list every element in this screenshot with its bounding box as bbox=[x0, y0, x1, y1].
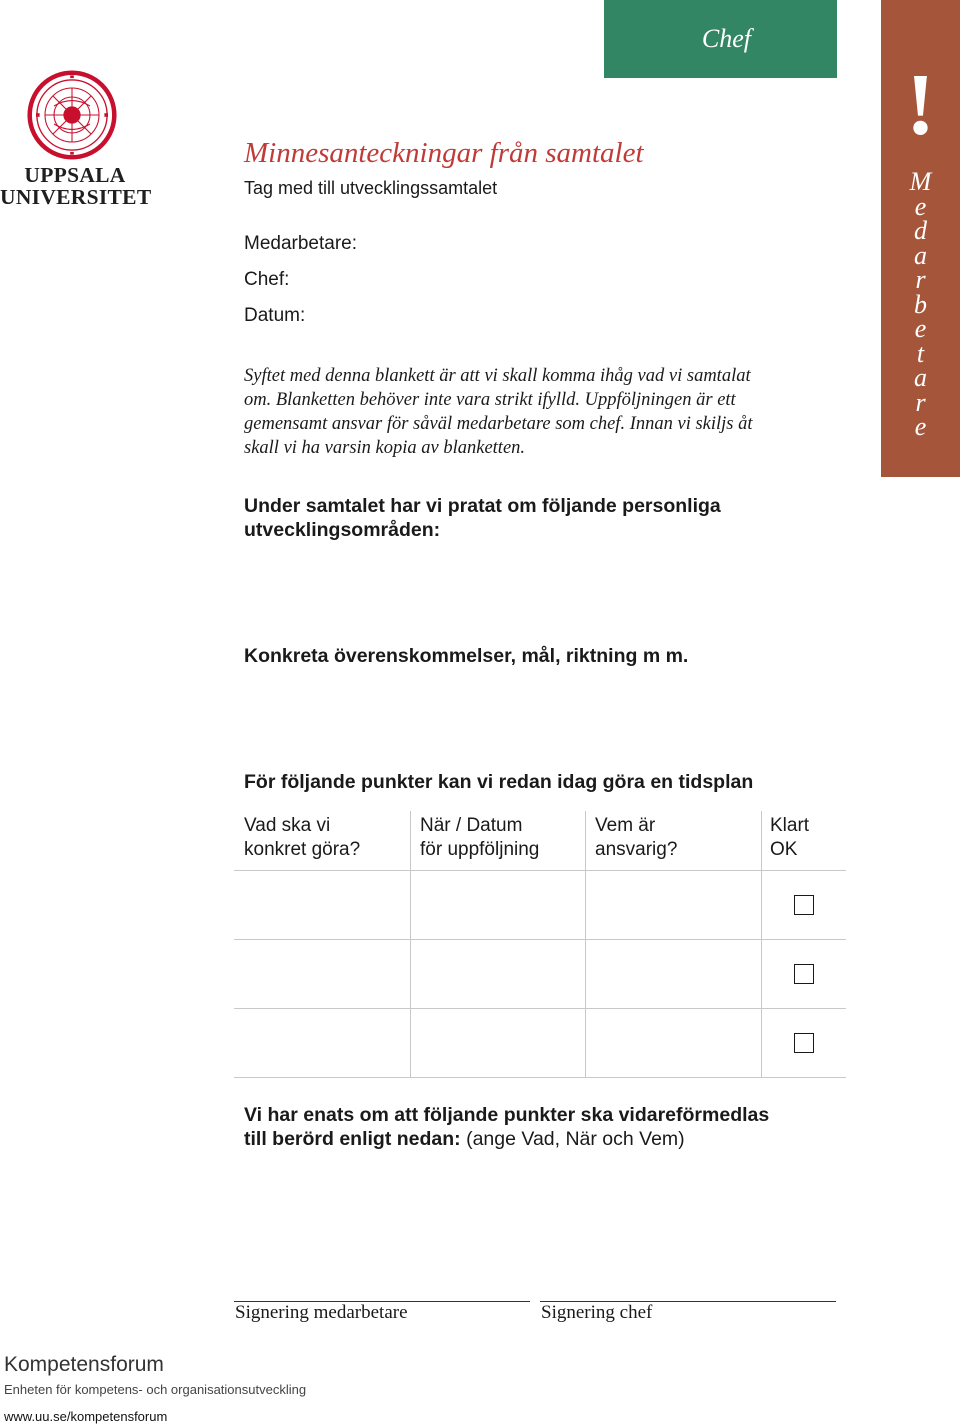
footer-url-link[interactable]: www.uu.se/kompetensforum bbox=[4, 1409, 168, 1424]
exclamation-mark: ! bbox=[905, 57, 936, 154]
heading-note: (ange Vad, När och Vem) bbox=[460, 1128, 685, 1150]
signature-label-manager: Signering chef bbox=[541, 1302, 653, 1323]
side-letter: a bbox=[914, 240, 927, 270]
side-letter: b bbox=[914, 289, 927, 319]
table-column-divider bbox=[410, 811, 411, 1077]
page-subtitle: Tag med till utvecklingssamtalet bbox=[244, 178, 498, 198]
column-header-line: När / Datum bbox=[420, 815, 523, 836]
side-letter: t bbox=[916, 338, 925, 368]
footer-brand: Kompetensforum bbox=[4, 1353, 164, 1376]
heading-forward bbox=[244, 1103, 864, 1151]
heading-agreements: Konkreta överenskommelser, mål, riktning m m. bbox=[244, 645, 689, 667]
university-seal-icon bbox=[27, 70, 117, 160]
side-letter: r bbox=[915, 265, 926, 294]
purpose-line: om. Blanketten behöver inte vara strikt ifylld. Uppföljningen är ett bbox=[244, 390, 736, 410]
field-manager[interactable]: Chef: bbox=[244, 269, 290, 290]
role-tab-chef: Chef bbox=[604, 0, 837, 78]
table-column-divider bbox=[585, 811, 586, 1077]
column-header-line: Vad ska vi bbox=[244, 815, 331, 836]
column-header-who bbox=[595, 814, 677, 862]
side-letter: a bbox=[914, 363, 927, 392]
column-header-line: Klart bbox=[770, 815, 810, 836]
side-letter: e bbox=[914, 314, 927, 343]
side-letter: M bbox=[909, 167, 932, 196]
heading-line: Under samtalet har vi pratat om följande personliga bbox=[244, 495, 721, 517]
field-date[interactable]: Datum: bbox=[244, 305, 306, 326]
footer-subtitle: Enheten för kompetens- och organisationsutveckling bbox=[4, 1382, 307, 1397]
heading-development bbox=[244, 494, 721, 542]
table-column-divider bbox=[761, 811, 762, 1077]
wordmark-line: UNIVERSITET bbox=[0, 185, 152, 209]
column-header-what bbox=[244, 814, 360, 862]
column-header-done bbox=[770, 814, 809, 862]
done-checkbox[interactable] bbox=[794, 1033, 814, 1053]
table-divider bbox=[234, 939, 846, 940]
done-checkbox[interactable] bbox=[794, 964, 814, 984]
purpose-line: Syftet med denna blankett är att vi skall komma ihåg vad vi samtalat bbox=[244, 366, 751, 386]
column-header-when bbox=[420, 814, 539, 862]
wordmark-line: UPPSALA bbox=[24, 163, 126, 187]
heading-line: Vi har enats om att följande punkter ska vidareförmedlas bbox=[244, 1104, 770, 1126]
table-divider bbox=[234, 1008, 846, 1009]
side-tab-vertical-text bbox=[881, 167, 960, 441]
heading-timeline: För följande punkter kan vi redan idag göra en tidsplan bbox=[244, 771, 754, 793]
signature-label-employee: Signering medarbetare bbox=[235, 1302, 408, 1323]
purpose-line: skall vi ha varsin kopia av blanketten. bbox=[244, 438, 526, 458]
table-divider bbox=[234, 1077, 846, 1078]
field-employee[interactable]: Medarbetare: bbox=[244, 233, 358, 254]
column-header-line: konkret göra? bbox=[244, 839, 361, 860]
university-wordmark bbox=[0, 164, 150, 208]
purpose-text bbox=[244, 364, 844, 460]
side-letter: e bbox=[914, 191, 927, 221]
column-header-line: Vem är bbox=[595, 815, 656, 836]
table-divider bbox=[234, 870, 846, 871]
purpose-line: gemensamt ansvar för såväl medarbetare som chef. Innan vi skiljs åt bbox=[244, 414, 753, 434]
done-checkbox[interactable] bbox=[794, 895, 814, 915]
column-header-line: för uppföljning bbox=[420, 839, 540, 860]
side-letter: d bbox=[914, 216, 927, 245]
heading-line: utvecklingsområden: bbox=[244, 519, 441, 541]
page-title: Minnesanteckningar från samtalet bbox=[244, 137, 644, 169]
column-header-line: OK bbox=[770, 839, 798, 860]
side-tab-medarbetare bbox=[881, 0, 960, 477]
column-header-line: ansvarig? bbox=[595, 839, 678, 860]
side-letter: e bbox=[914, 412, 927, 441]
side-letter: r bbox=[915, 387, 926, 417]
heading-line: till berörd enligt nedan: bbox=[244, 1128, 461, 1150]
